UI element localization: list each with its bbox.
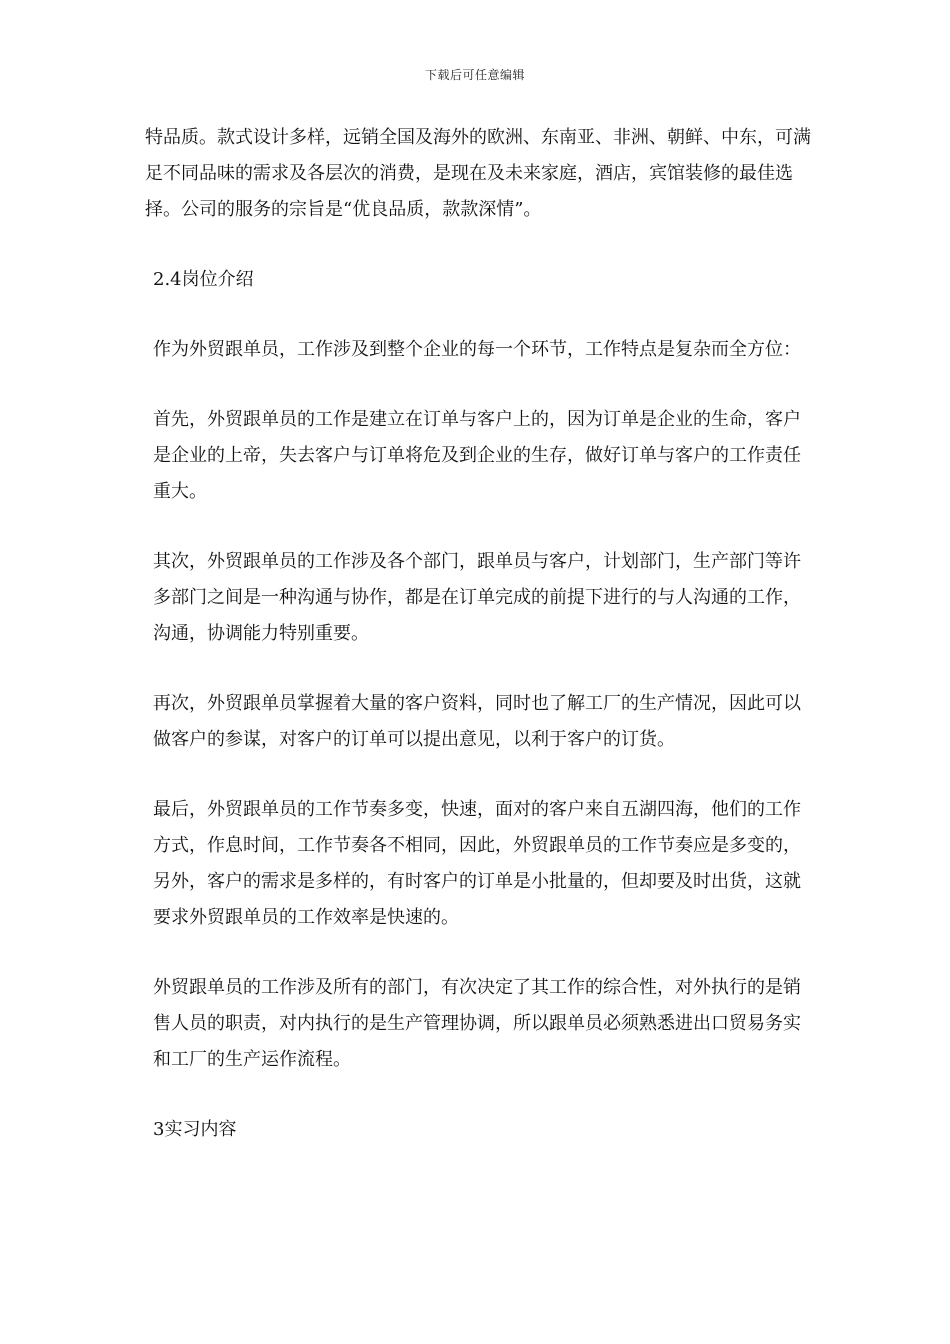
paragraph-finally: 最后，外贸跟单员的工作节奏多变，快速，面对的客户来自五湖四海，他们的工作方式，作息时间，工作节奏各不相同，因此，外贸跟单员的工作节奏应是多变的，另外，客户的需求是多样的，有时客户的订单是小批量的，但却要及时出货，这就要求外贸跟单员的工作效率是快速的。 [153, 799, 801, 928]
paragraph-third: 再次，外贸跟单员掌握着大量的客户资料，同时也了解工厂的生产情况，因此可以做客户的参谋，对客户的订单可以提出意见，以利于客户的订货。 [153, 693, 801, 750]
page-header: 下载后可任意编辑 [424, 68, 525, 82]
section-heading-2-4: 2.4岗位介绍 [153, 269, 254, 290]
section-heading-3: 3实习内容 [153, 1119, 237, 1140]
paragraph-first: 首先，外贸跟单员的工作是建立在订单与客户上的，因为订单是企业的生命，客户是企业的上帝，失去客户与订单将危及到企业的生存，做好订单与客户的工作责任重大。 [153, 409, 801, 502]
document-body [145, 120, 815, 1148]
paragraph-company-intro: 特品质。款式设计多样，远销全国及海外的欧洲、东南亚、非洲、朝鲜、中东，可满足不同品味的需求及各层次的消费，是现在及未来家庭，酒店，宾馆装修的最佳选择。公司的服务的宗旨是“优良品质，款款深情”。 [145, 127, 811, 220]
paragraph-second: 其次，外贸跟单员的工作涉及各个部门，跟单员与客户，计划部门，生产部门等许多部门之间是一种沟通与协作，都是在订单完成的前提下进行的与人沟通的工作，沟通，协调能力特别重要。 [153, 551, 801, 644]
paragraph-job-overview: 作为外贸跟单员，工作涉及到整个企业的每一个环节，工作特点是复杂而全方位： [153, 339, 801, 360]
paragraph-summary: 外贸跟单员的工作涉及所有的部门，有次决定了其工作的综合性，对外执行的是销售人员的职责，对内执行的是生产管理协调，所以跟单员必须熟悉进出口贸易务实和工厂的生产运作流程。 [153, 977, 801, 1070]
